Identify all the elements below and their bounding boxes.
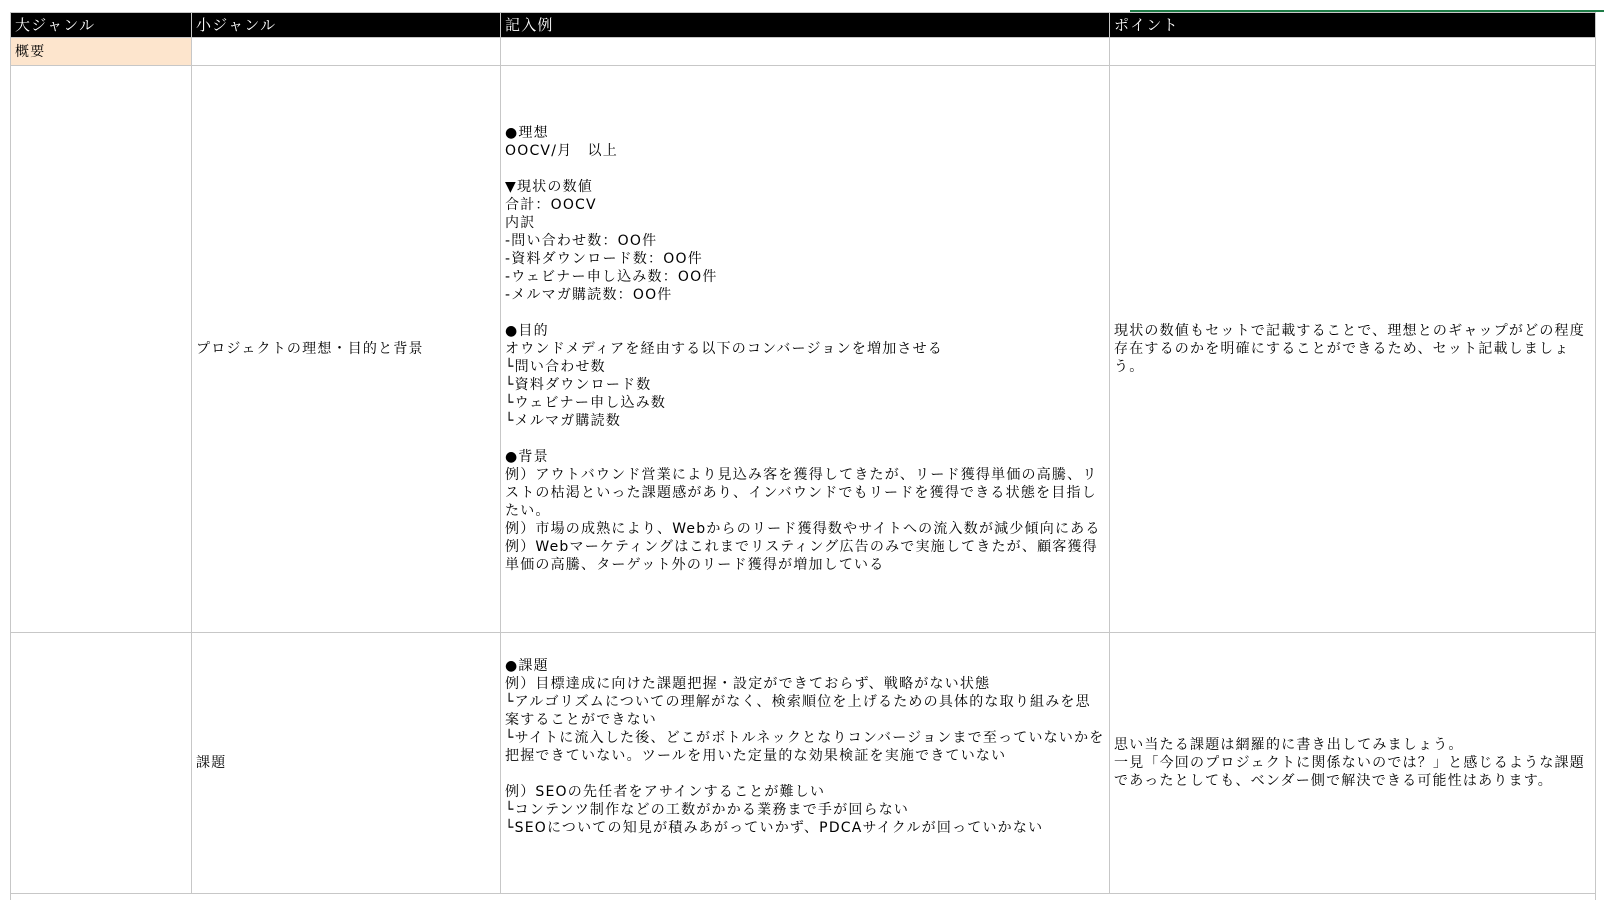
table-row [11,633,1596,894]
point-text: 思い当たる課題は網羅的に書き出してみましょう。 一見「今回のプロジェクトに関係ないのでは？」と感じるような課題であったとしても、ベンダー側で解決できる可能性はあります。 [1114,737,1585,789]
overview-row [11,38,1596,66]
example-text: ●理想 OOCV/月 以上 ▼現状の数値 合計：OOCV 内訳 -問い合わせ数：OO件 -資料ダウンロード数：OO件 -ウェビナー申し込み数：OO件 -メルマガ購読数：OO件 ●目的 オウンドメディアを経由する以下のコンバージョンを増加させる └問い合わせ数 └資料ダウンロード数 └ウェビナー申し込み数 └メルマガ購読数 ●背景 例）アウトバウンド営業により見込み客を獲得してきたが、リード獲得単価の高騰、リストの枯渇といった課題感があり、インバウンドでもリードを獲得できる状態を目指したい。 例）市場の成熟により、Webからのリード獲得数やサイトへの流入数が減少傾向にある 例）Webマーケティングはこれまでリスティング広告のみで実施してきたが、顧客獲得単価の高騰、ターゲット外のリード獲得が増加している [505,125,1101,573]
minor-genre-cell[interactable]: プロジェクトの理想・目的と背景 [192,66,501,633]
major-genre-cell[interactable] [11,66,192,633]
example-cell[interactable] [501,633,1110,894]
point-cell[interactable] [1110,66,1596,633]
empty-cell[interactable] [192,38,501,66]
header-row [11,13,1596,38]
example-cell[interactable] [501,66,1110,633]
header-minor-genre[interactable]: 小ジャンル [192,13,501,38]
table-row [11,66,1596,633]
header-point[interactable]: ポイント [1110,13,1596,38]
minor-genre-cell[interactable]: 課題 [192,633,501,894]
point-text: 現状の数値もセットで記載することで、理想とのギャップがどの程度存在するのかを明確にすることができるため、セット記載しましょう。 [1114,323,1585,375]
empty-cell[interactable] [1110,38,1596,66]
example-text: ●課題 例）目標達成に向けた課題把握・設定ができておらず、戦略がない状態 └アルゴリズムについての理解がなく、検索順位を上げるための具体的な取り組みを思案することができない └サイトに流入した後、どこがボトルネックとなりコンバージョンまで至っていないかを把握できていない。ツールを用いた定量的な効果検証を実施できていない 例）SEOの先任者をアサインすることが難しい └コンテンツ制作などの工数がかかる業務まで手が回らない └SEOについての知見が積みあがっていかず、PDCAサイクルが回っていかない [505,658,1105,836]
right-gutter [1595,12,1604,900]
major-genre-cell[interactable] [11,633,192,894]
top-strip [0,0,1604,12]
spreadsheet-grid [10,12,1596,894]
header-example[interactable]: 記入例 [501,13,1110,38]
point-cell[interactable] [1110,633,1596,894]
header-major-genre[interactable]: 大ジャンル [11,13,192,38]
empty-cell[interactable] [501,38,1110,66]
overview-cell[interactable]: 概要 [11,38,192,66]
